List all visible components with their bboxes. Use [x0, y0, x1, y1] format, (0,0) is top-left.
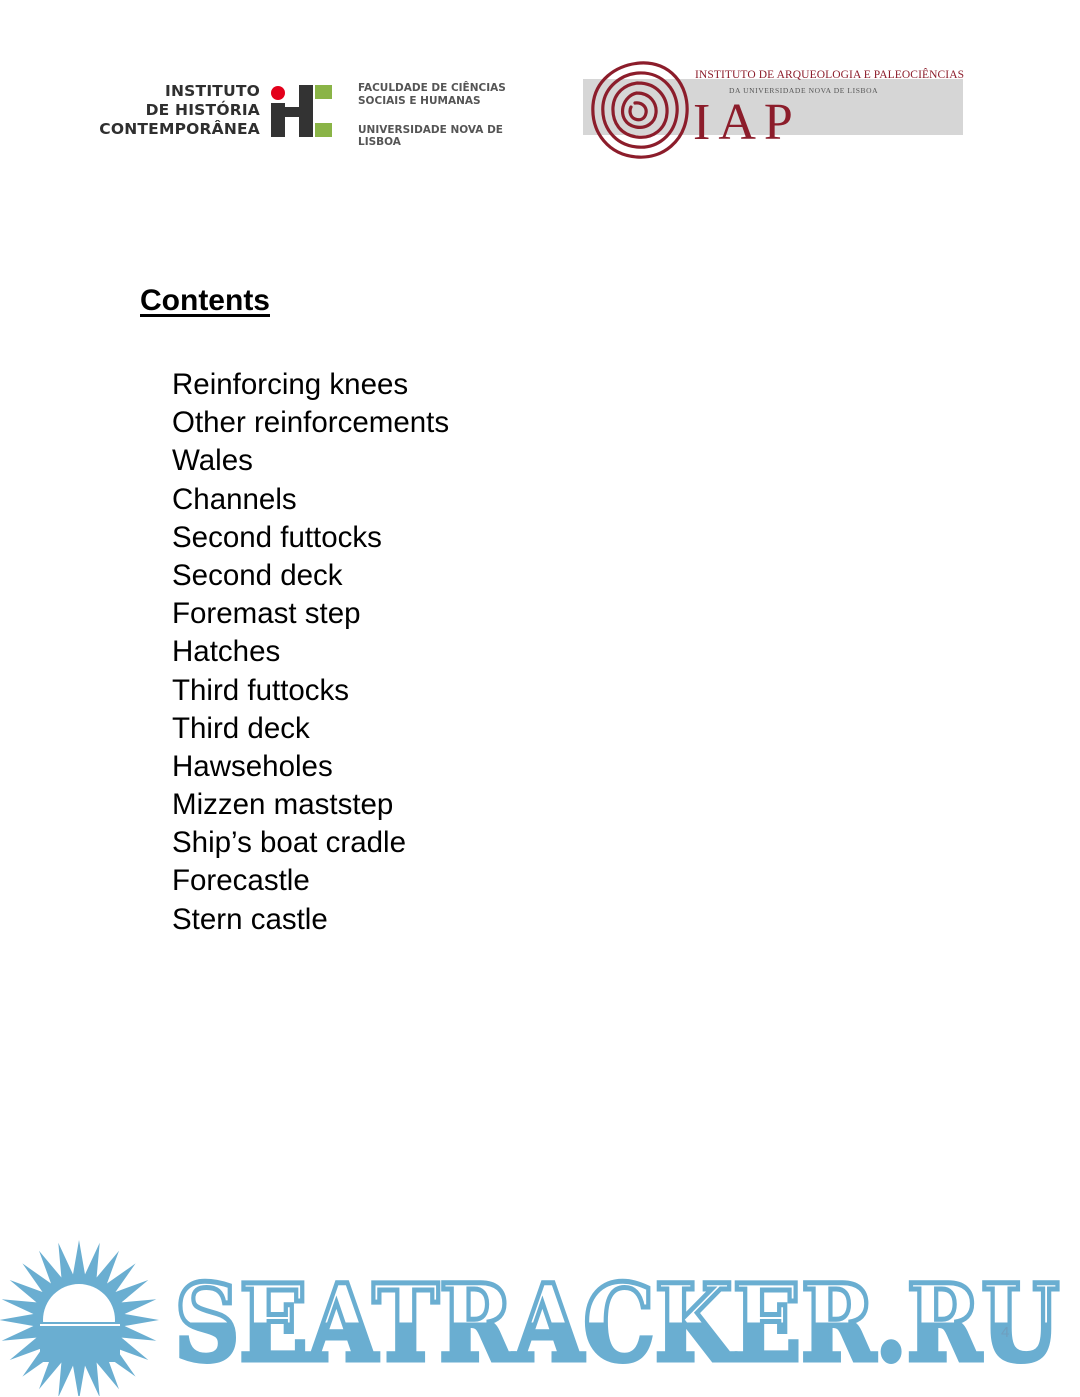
- iap-subtitle: DA UNIVERSIDADE NOVA DE LISBOA: [729, 86, 879, 95]
- ihc-institute-name: [92, 82, 260, 139]
- contents-item: Forecastle: [172, 864, 310, 898]
- ihc-name-line: INSTITUTO: [165, 82, 260, 100]
- page-number: 4: [1001, 1324, 1010, 1341]
- ihc-faculty-line: SOCIAIS E HUMANAS: [358, 95, 481, 107]
- contents-item: Second futtocks: [172, 520, 382, 554]
- sun-icon: [0, 1238, 162, 1396]
- ihc-mark-icon: [270, 85, 332, 137]
- watermark-logo: [170, 1268, 1065, 1373]
- contents-item: Second deck: [172, 558, 343, 592]
- contents-item: Ship’s boat cradle: [172, 826, 406, 860]
- ihc-faculty: [358, 82, 506, 108]
- contents-item: Wales: [172, 444, 253, 478]
- contents-item: Reinforcing knees: [172, 368, 409, 401]
- ihc-logo: [92, 80, 537, 148]
- contents-item: Hawseholes: [172, 749, 333, 783]
- contents-item: Foremast step: [172, 597, 361, 631]
- ihc-university: UNIVERSIDADE NOVA DE LISBOA: [358, 124, 503, 148]
- watermark-text: SEATRACKER.RU: [174, 1268, 1060, 1373]
- iap-full-name: INSTITUTO DE ARQUEOLOGIA E PALEOCIÊNCIAS: [695, 69, 965, 81]
- ihc-name-line: CONTEMPORÂNEA: [99, 120, 260, 138]
- contents-list: [172, 366, 449, 939]
- contents-item: Stern castle: [172, 902, 328, 936]
- contents-item: Channels: [172, 482, 297, 516]
- contents-item: Mizzen maststep: [172, 788, 394, 822]
- contents-item: Third deck: [172, 711, 310, 745]
- ihc-faculty-line: FACULDADE DE CIÊNCIAS: [358, 82, 506, 94]
- iap-spiral-icon: [585, 55, 695, 165]
- contents-item: Other reinforcements: [172, 406, 450, 440]
- contents-item: Third futtocks: [172, 673, 350, 707]
- iap-logo: [583, 55, 965, 167]
- ihc-name-line: DE HISTÓRIA: [145, 101, 260, 119]
- contents-item: Hatches: [172, 635, 281, 669]
- contents-title: Contents: [140, 284, 270, 317]
- iap-acronym: IAP: [693, 94, 801, 151]
